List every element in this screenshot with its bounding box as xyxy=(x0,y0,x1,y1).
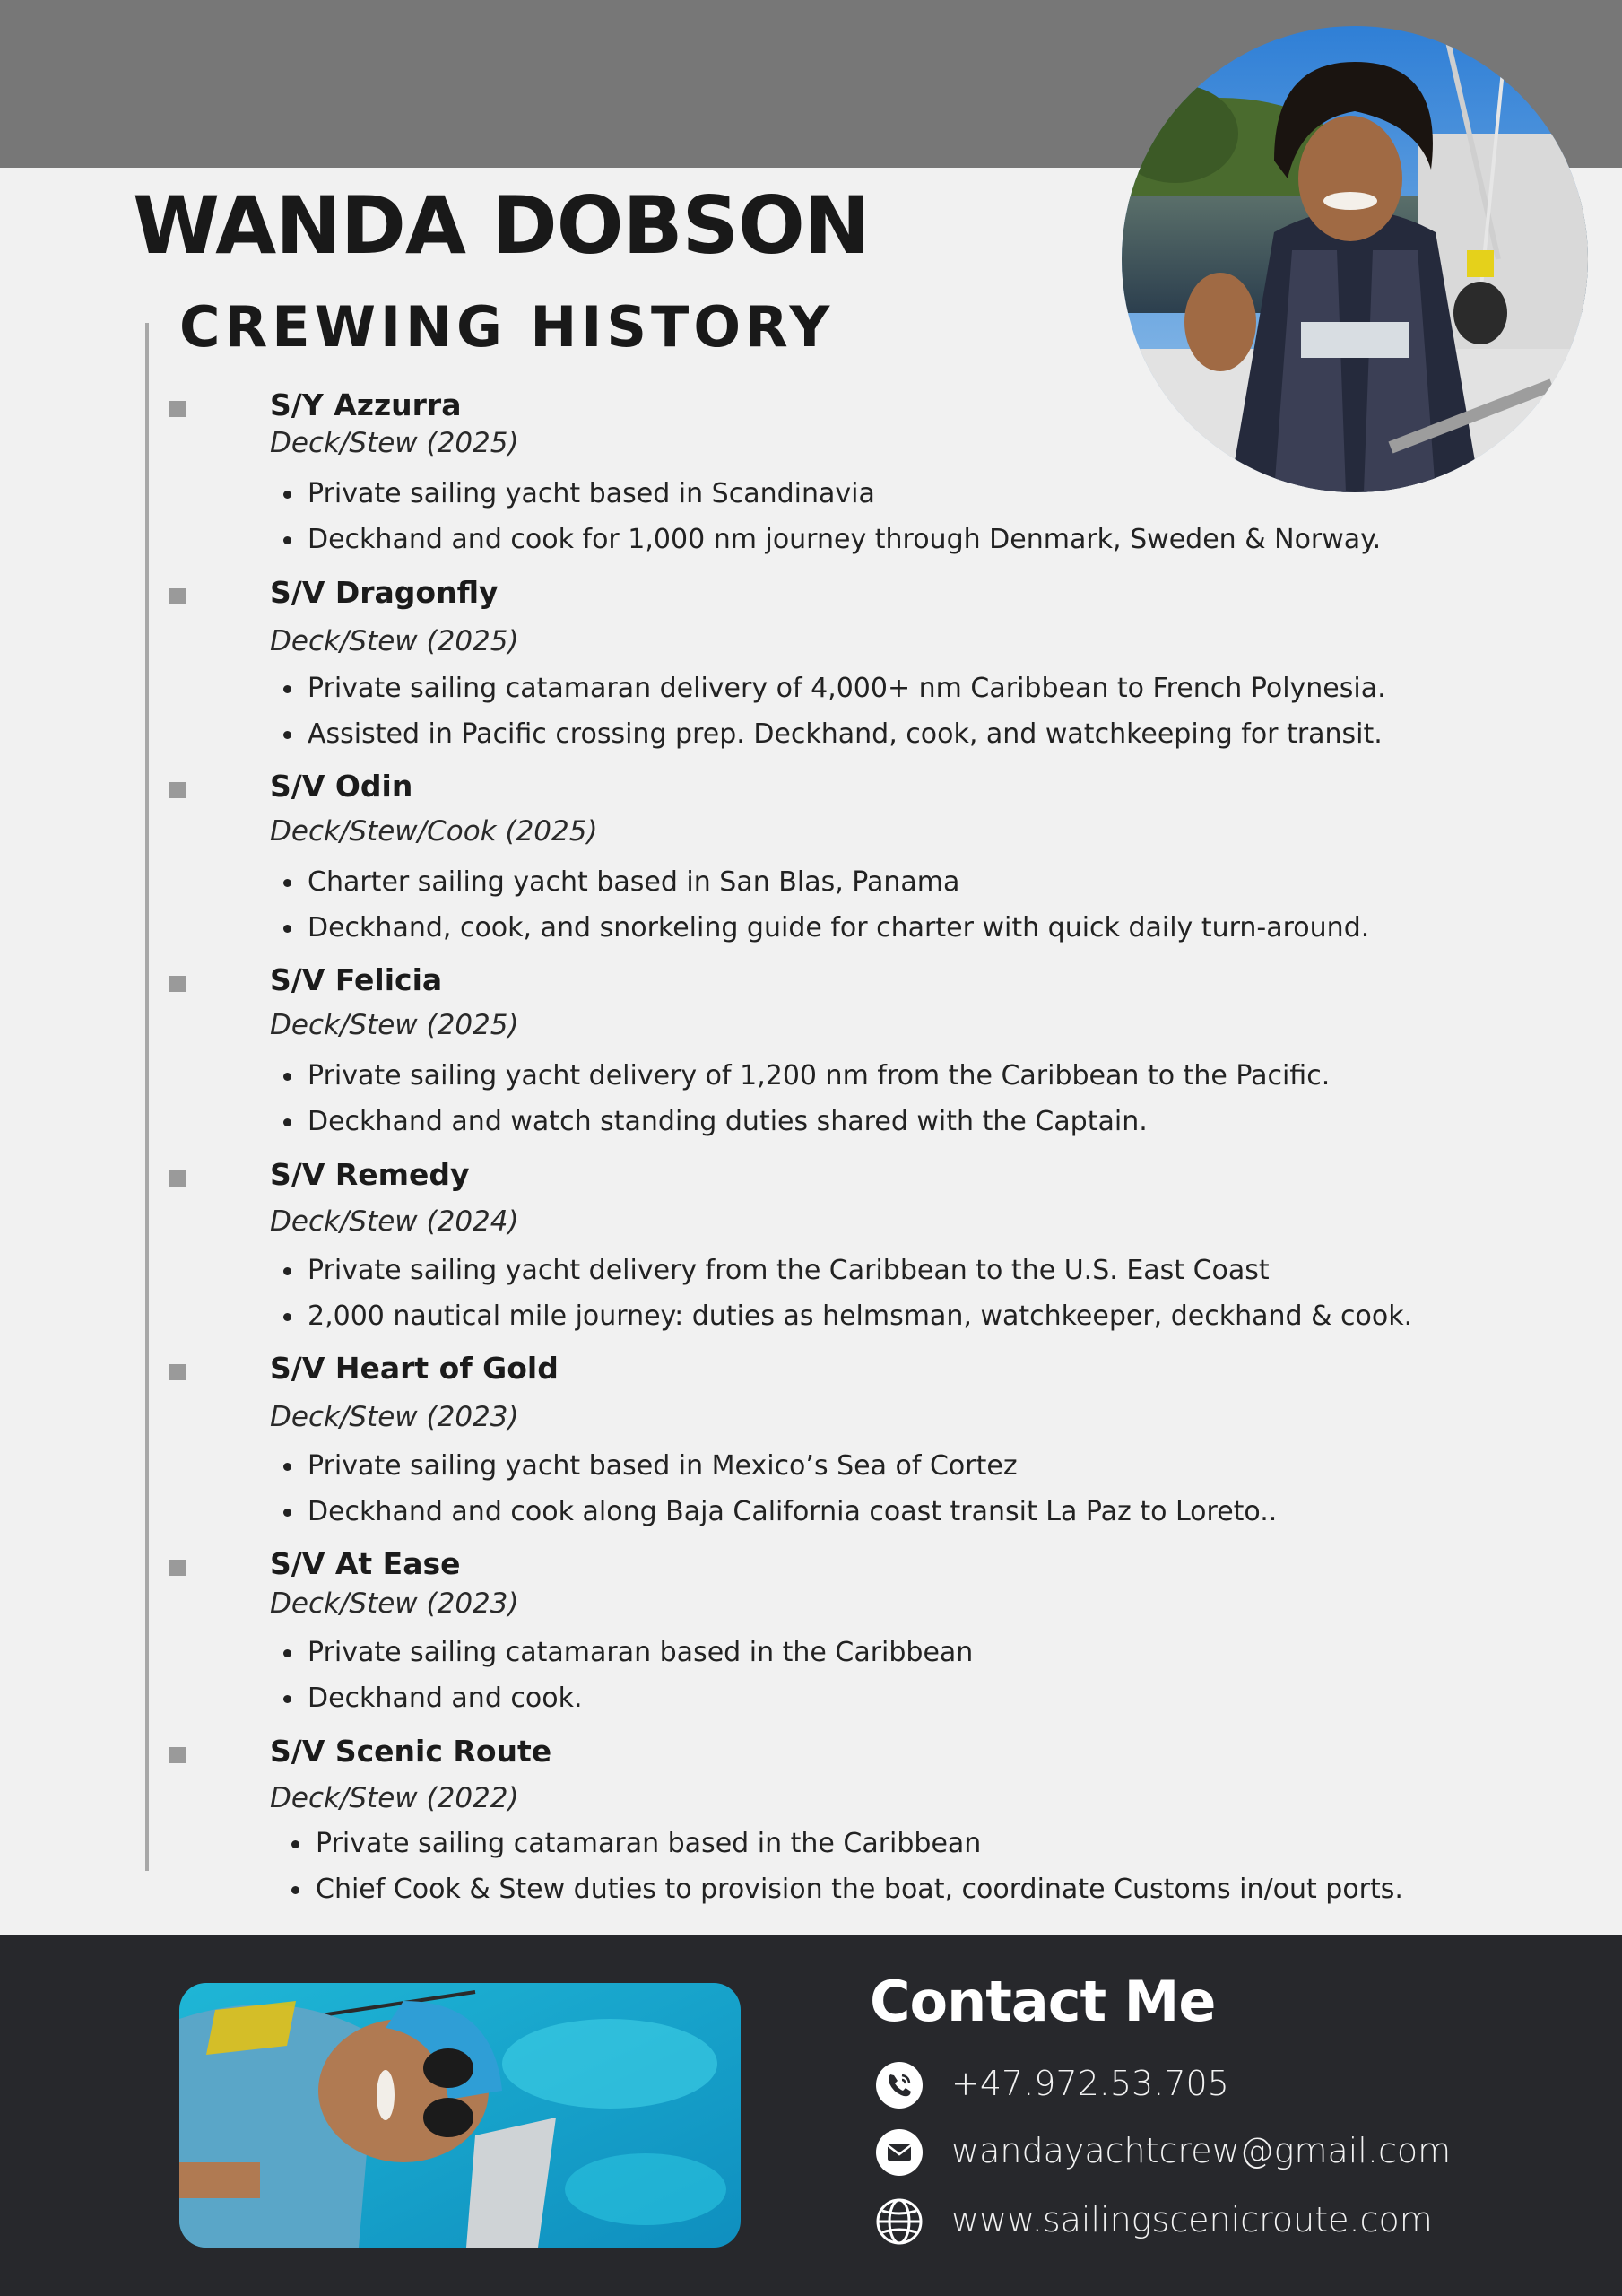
job-bullet: Private sailing catamaran delivery of 4,000+ nm Caribbean to French Polynesia. xyxy=(308,672,1386,718)
job-role: Deck/Stew/Cook (2025) xyxy=(270,815,598,848)
timeline-marker xyxy=(169,401,186,417)
timeline-marker xyxy=(169,1560,186,1576)
globe-icon xyxy=(874,2196,924,2247)
job-bullet: Deckhand and watch standing duties shared with the Captain. xyxy=(308,1105,1330,1151)
timeline-marker xyxy=(169,976,186,992)
job-bullet: Charter sailing yacht based in San Blas, Panama xyxy=(308,865,1369,911)
job-bullets xyxy=(308,865,1369,957)
timeline-marker xyxy=(169,1747,186,1763)
job-entry xyxy=(0,1157,1622,1345)
section-title: CREWING HISTORY xyxy=(179,294,835,360)
vessel-name: S/V Dragonfly xyxy=(270,575,499,610)
job-bullet: Private sailing yacht based in Mexico’s Sea of Cortez xyxy=(308,1449,1277,1495)
phone-number[interactable]: +47.972.53.705 xyxy=(951,2064,1229,2103)
job-role: Deck/Stew (2023) xyxy=(270,1401,519,1433)
vessel-name: S/V Odin xyxy=(270,769,413,804)
job-entry xyxy=(0,1734,1622,1922)
vessel-name: S/V Scenic Route xyxy=(270,1734,552,1769)
job-entry xyxy=(0,962,1622,1151)
vessel-name: S/V Remedy xyxy=(270,1157,470,1192)
job-bullet: Private sailing yacht based in Scandinavia xyxy=(308,477,1381,523)
vessel-name: S/V Felicia xyxy=(270,962,443,997)
job-bullets xyxy=(308,1254,1412,1345)
selfie-photo xyxy=(179,1983,741,2248)
job-entry xyxy=(0,575,1622,763)
vessel-name: S/V At Ease xyxy=(270,1546,461,1581)
job-bullet: Deckhand, cook, and snorkeling guide for charter with quick daily turn-around. xyxy=(308,911,1369,957)
timeline-marker xyxy=(169,1170,186,1187)
job-entry xyxy=(0,1546,1622,1735)
job-bullet: Deckhand and cook. xyxy=(308,1682,973,1727)
job-bullet: Deckhand and cook along Baja California coast transit La Paz to Loreto.. xyxy=(308,1495,1277,1541)
job-bullet: 2,000 nautical mile journey: duties as helmsman, watchkeeper, deckhand & cook. xyxy=(308,1300,1412,1345)
phone-icon xyxy=(874,2060,924,2110)
job-role: Deck/Stew (2025) xyxy=(270,1009,519,1041)
job-role: Deck/Stew (2025) xyxy=(270,427,519,459)
job-bullet: Private sailing catamaran based in the Caribbean xyxy=(316,1827,1403,1873)
job-entry xyxy=(0,1351,1622,1539)
job-bullet: Chief Cook & Stew duties to provision the boat, coordinate Customs in/out ports. xyxy=(316,1873,1403,1918)
job-bullet: Private sailing catamaran based in the Caribbean xyxy=(308,1636,973,1682)
person-name: WANDA DOBSON xyxy=(133,179,870,272)
job-entry xyxy=(0,769,1622,957)
job-role: Deck/Stew (2024) xyxy=(270,1205,519,1238)
job-bullets xyxy=(308,477,1381,569)
job-bullets xyxy=(308,1059,1330,1151)
job-bullet: Deckhand and cook for 1,000 nm journey through Denmark, Sweden & Norway. xyxy=(308,523,1381,569)
job-bullet: Assisted in Pacific crossing prep. Deckhand, cook, and watchkeeping for transit. xyxy=(308,718,1386,763)
job-bullets xyxy=(316,1827,1403,1918)
timeline-marker xyxy=(169,588,186,604)
job-entry xyxy=(0,387,1622,576)
email-address[interactable]: wandayachtcrew@gmail.com xyxy=(951,2131,1452,2170)
timeline-marker xyxy=(169,782,186,798)
contact-title: Contact Me xyxy=(870,1969,1216,2034)
vessel-name: S/Y Azzurra xyxy=(270,387,462,422)
job-role: Deck/Stew (2023) xyxy=(270,1587,519,1620)
vessel-name: S/V Heart of Gold xyxy=(270,1351,559,1386)
website-url[interactable]: www.sailingscenicroute.com xyxy=(951,2200,1433,2239)
job-bullets xyxy=(308,672,1386,763)
job-role: Deck/Stew (2022) xyxy=(270,1782,519,1814)
job-bullets xyxy=(308,1449,1277,1541)
job-role: Deck/Stew (2025) xyxy=(270,625,519,657)
email-icon xyxy=(874,2127,924,2178)
timeline-marker xyxy=(169,1364,186,1380)
job-bullets xyxy=(308,1636,973,1727)
job-bullet: Private sailing yacht delivery from the Caribbean to the U.S. East Coast xyxy=(308,1254,1412,1300)
job-bullet: Private sailing yacht delivery of 1,200 nm from the Caribbean to the Pacific. xyxy=(308,1059,1330,1105)
